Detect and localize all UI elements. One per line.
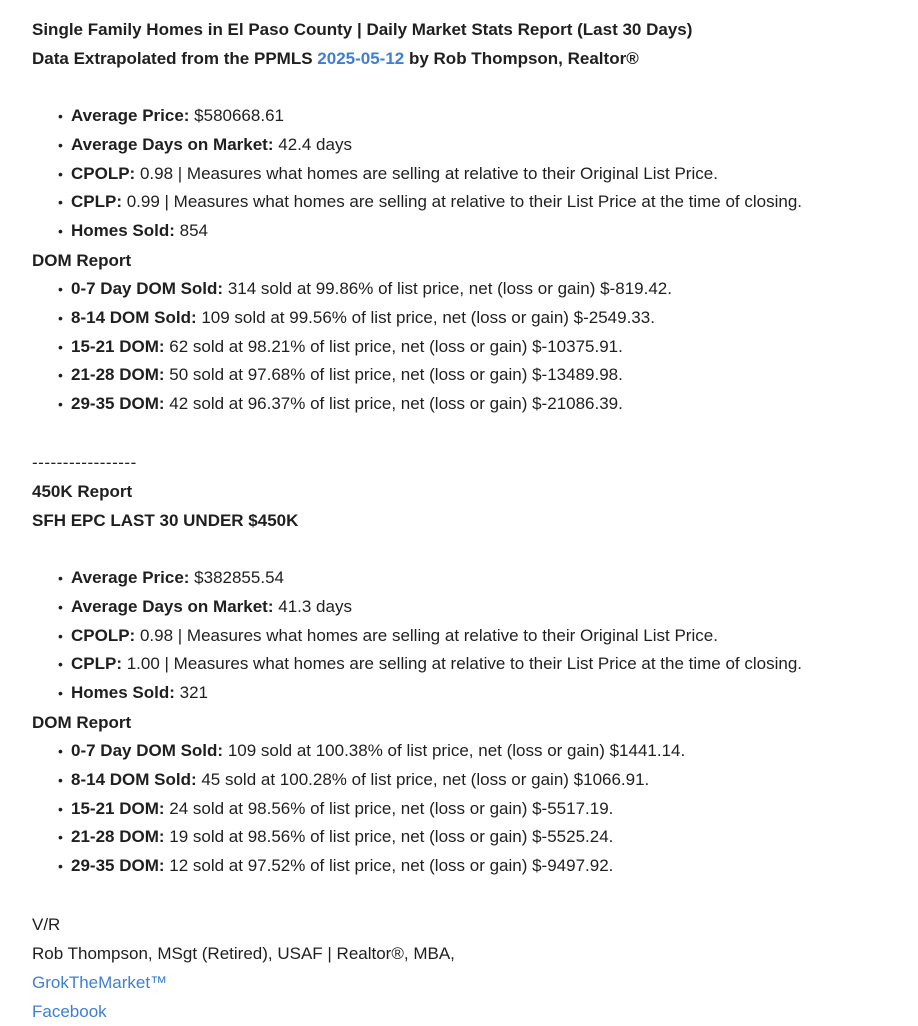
dom-value: 314 sold at 99.86% of list price, net (loss or gain) $-819.42. [223,278,672,298]
list-item-cplp [58,188,918,217]
list-item-homes-sold [58,679,918,708]
bullet-icon: • [58,194,63,211]
dom-value: 19 sold at 98.56% of list price, net (loss or gain) $-5525.24. [164,827,614,847]
report-title: Single Family Homes in El Paso County | Daily Market Stats Report (Last 30 Days) [32,20,693,39]
list-item-dom-29-35 [58,390,918,419]
report-date-link[interactable]: 2025-05-12 [317,49,405,68]
subtitle-prefix: Data Extrapolated from the PPMLS [32,49,318,68]
list-item-cplp [58,650,918,679]
spacer [32,419,918,448]
450k-report-subheading: SFH EPC LAST 30 UNDER $450K [32,510,299,530]
bullet-icon: • [58,829,63,846]
bullet-icon: • [58,858,63,875]
dom-label: 0-7 Day DOM Sold: [71,278,224,298]
stat-value: 854 [174,221,208,241]
dom-value: 24 sold at 98.56% of list price, net (loss or gain) $-5517.19. [164,798,614,818]
bullet-icon: • [58,338,63,355]
dom-list-all [32,275,918,419]
bullet-icon: • [58,627,63,644]
stat-value: 41.3 days [273,596,352,616]
bullet-icon: • [58,367,63,384]
bullet-icon: • [58,223,63,240]
list-item-cpolp [58,160,918,189]
dom-label: 0-7 Day DOM Sold: [71,740,224,760]
facebook-link[interactable]: Facebook [32,1001,107,1021]
list-item-average-dom [58,593,918,622]
list-item-dom-8-14 [58,304,918,333]
stat-label: CPLP: [71,654,122,674]
dom-label: 8-14 DOM Sold: [71,307,197,327]
bullet-icon: • [58,656,63,673]
list-item-dom-8-14 [58,766,918,795]
dom-value: 42 sold at 96.37% of list price, net (loss or gain) $-21086.39. [164,394,623,414]
450k-report-heading: 450K Report [32,481,133,501]
dom-report-heading: DOM Report [32,712,132,732]
stat-label: CPOLP: [71,625,136,645]
spacer [32,881,918,910]
list-item-dom-0-7 [58,737,918,766]
dom-value: 45 sold at 100.28% of list price, net (loss or gain) $1066.91. [196,769,650,789]
dom-label: 21-28 DOM: [71,827,165,847]
list-item-dom-0-7 [58,275,918,304]
list-item-average-price [58,102,918,131]
dom-value: 12 sold at 97.52% of list price, net (loss or gain) $-9497.92. [164,856,614,876]
stat-label: Average Days on Market: [71,134,274,154]
bullet-icon: • [58,742,63,759]
dom-value: 50 sold at 97.68% of list price, net (loss or gain) $-13489.98. [164,365,623,385]
stats-list-450k [32,564,918,708]
section-divider: ----------------- [32,452,137,472]
bullet-icon: • [58,136,63,153]
bullet-icon: • [58,309,63,326]
stat-value: 1.00 | Measures what homes are selling at relative to their List Price at the time of closing. [122,654,803,674]
dom-list-450k [32,737,918,881]
stat-label: Homes Sold: [71,221,175,241]
stat-value: 42.4 days [273,134,352,154]
stat-label: Average Price: [71,106,190,125]
dom-label: 15-21 DOM: [71,798,165,818]
stat-value: 0.98 | Measures what homes are selling at relative to their Original List Price. [135,625,718,645]
dom-report-heading: DOM Report [32,250,132,270]
signature-name: Rob Thompson, MSgt (Retired), USAF | Realtor®, MBA, [32,943,455,963]
bullet-icon: • [58,800,63,817]
dom-label: 8-14 DOM Sold: [71,769,197,789]
spacer [32,73,918,102]
bullet-icon: • [58,771,63,788]
dom-label: 21-28 DOM: [71,365,165,385]
stat-value: 0.99 | Measures what homes are selling at relative to their List Price at the time of closing. [122,192,803,212]
signature-closing: V/R [32,914,61,934]
list-item-dom-29-35 [58,852,918,881]
bullet-icon: • [58,569,63,586]
bullet-icon: • [58,165,63,182]
stat-value: 321 [174,683,208,703]
dom-value: 109 sold at 99.56% of list price, net (loss or gain) $-2549.33. [196,307,655,327]
dom-label: 29-35 DOM: [71,856,165,876]
report-subtitle [32,44,918,73]
list-item-dom-21-28 [58,361,918,390]
grokthemarket-link[interactable]: GrokTheMarket™ [32,972,168,992]
list-item-average-price [58,564,918,593]
dom-value: 109 sold at 100.38% of list price, net (loss or gain) $1441.14. [223,740,686,760]
list-item-dom-15-21 [58,333,918,362]
list-item-average-dom [58,131,918,160]
dom-value: 62 sold at 98.21% of list price, net (loss or gain) $-10375.91. [164,336,623,356]
list-item-dom-15-21 [58,795,918,824]
stat-value: $580668.61 [189,106,284,125]
subtitle-suffix: by Rob Thompson, Realtor® [404,49,639,68]
stat-value: $382855.54 [189,567,284,587]
stat-label: Homes Sold: [71,683,175,703]
dom-label: 29-35 DOM: [71,394,165,414]
stat-label: Average Price: [71,567,190,587]
bullet-icon: • [58,108,63,124]
spacer [32,535,918,564]
stat-value: 0.98 | Measures what homes are selling at relative to their Original List Price. [135,163,718,183]
list-item-dom-21-28 [58,823,918,852]
stat-label: CPLP: [71,192,122,212]
list-item-homes-sold [58,217,918,246]
bullet-icon: • [58,598,63,615]
bullet-icon: • [58,685,63,702]
stat-label: CPOLP: [71,163,136,183]
dom-label: 15-21 DOM: [71,336,165,356]
stats-list-all [32,102,918,246]
bullet-icon: • [58,280,63,297]
stat-label: Average Days on Market: [71,596,274,616]
bullet-icon: • [58,396,63,413]
list-item-cpolp [58,622,918,651]
